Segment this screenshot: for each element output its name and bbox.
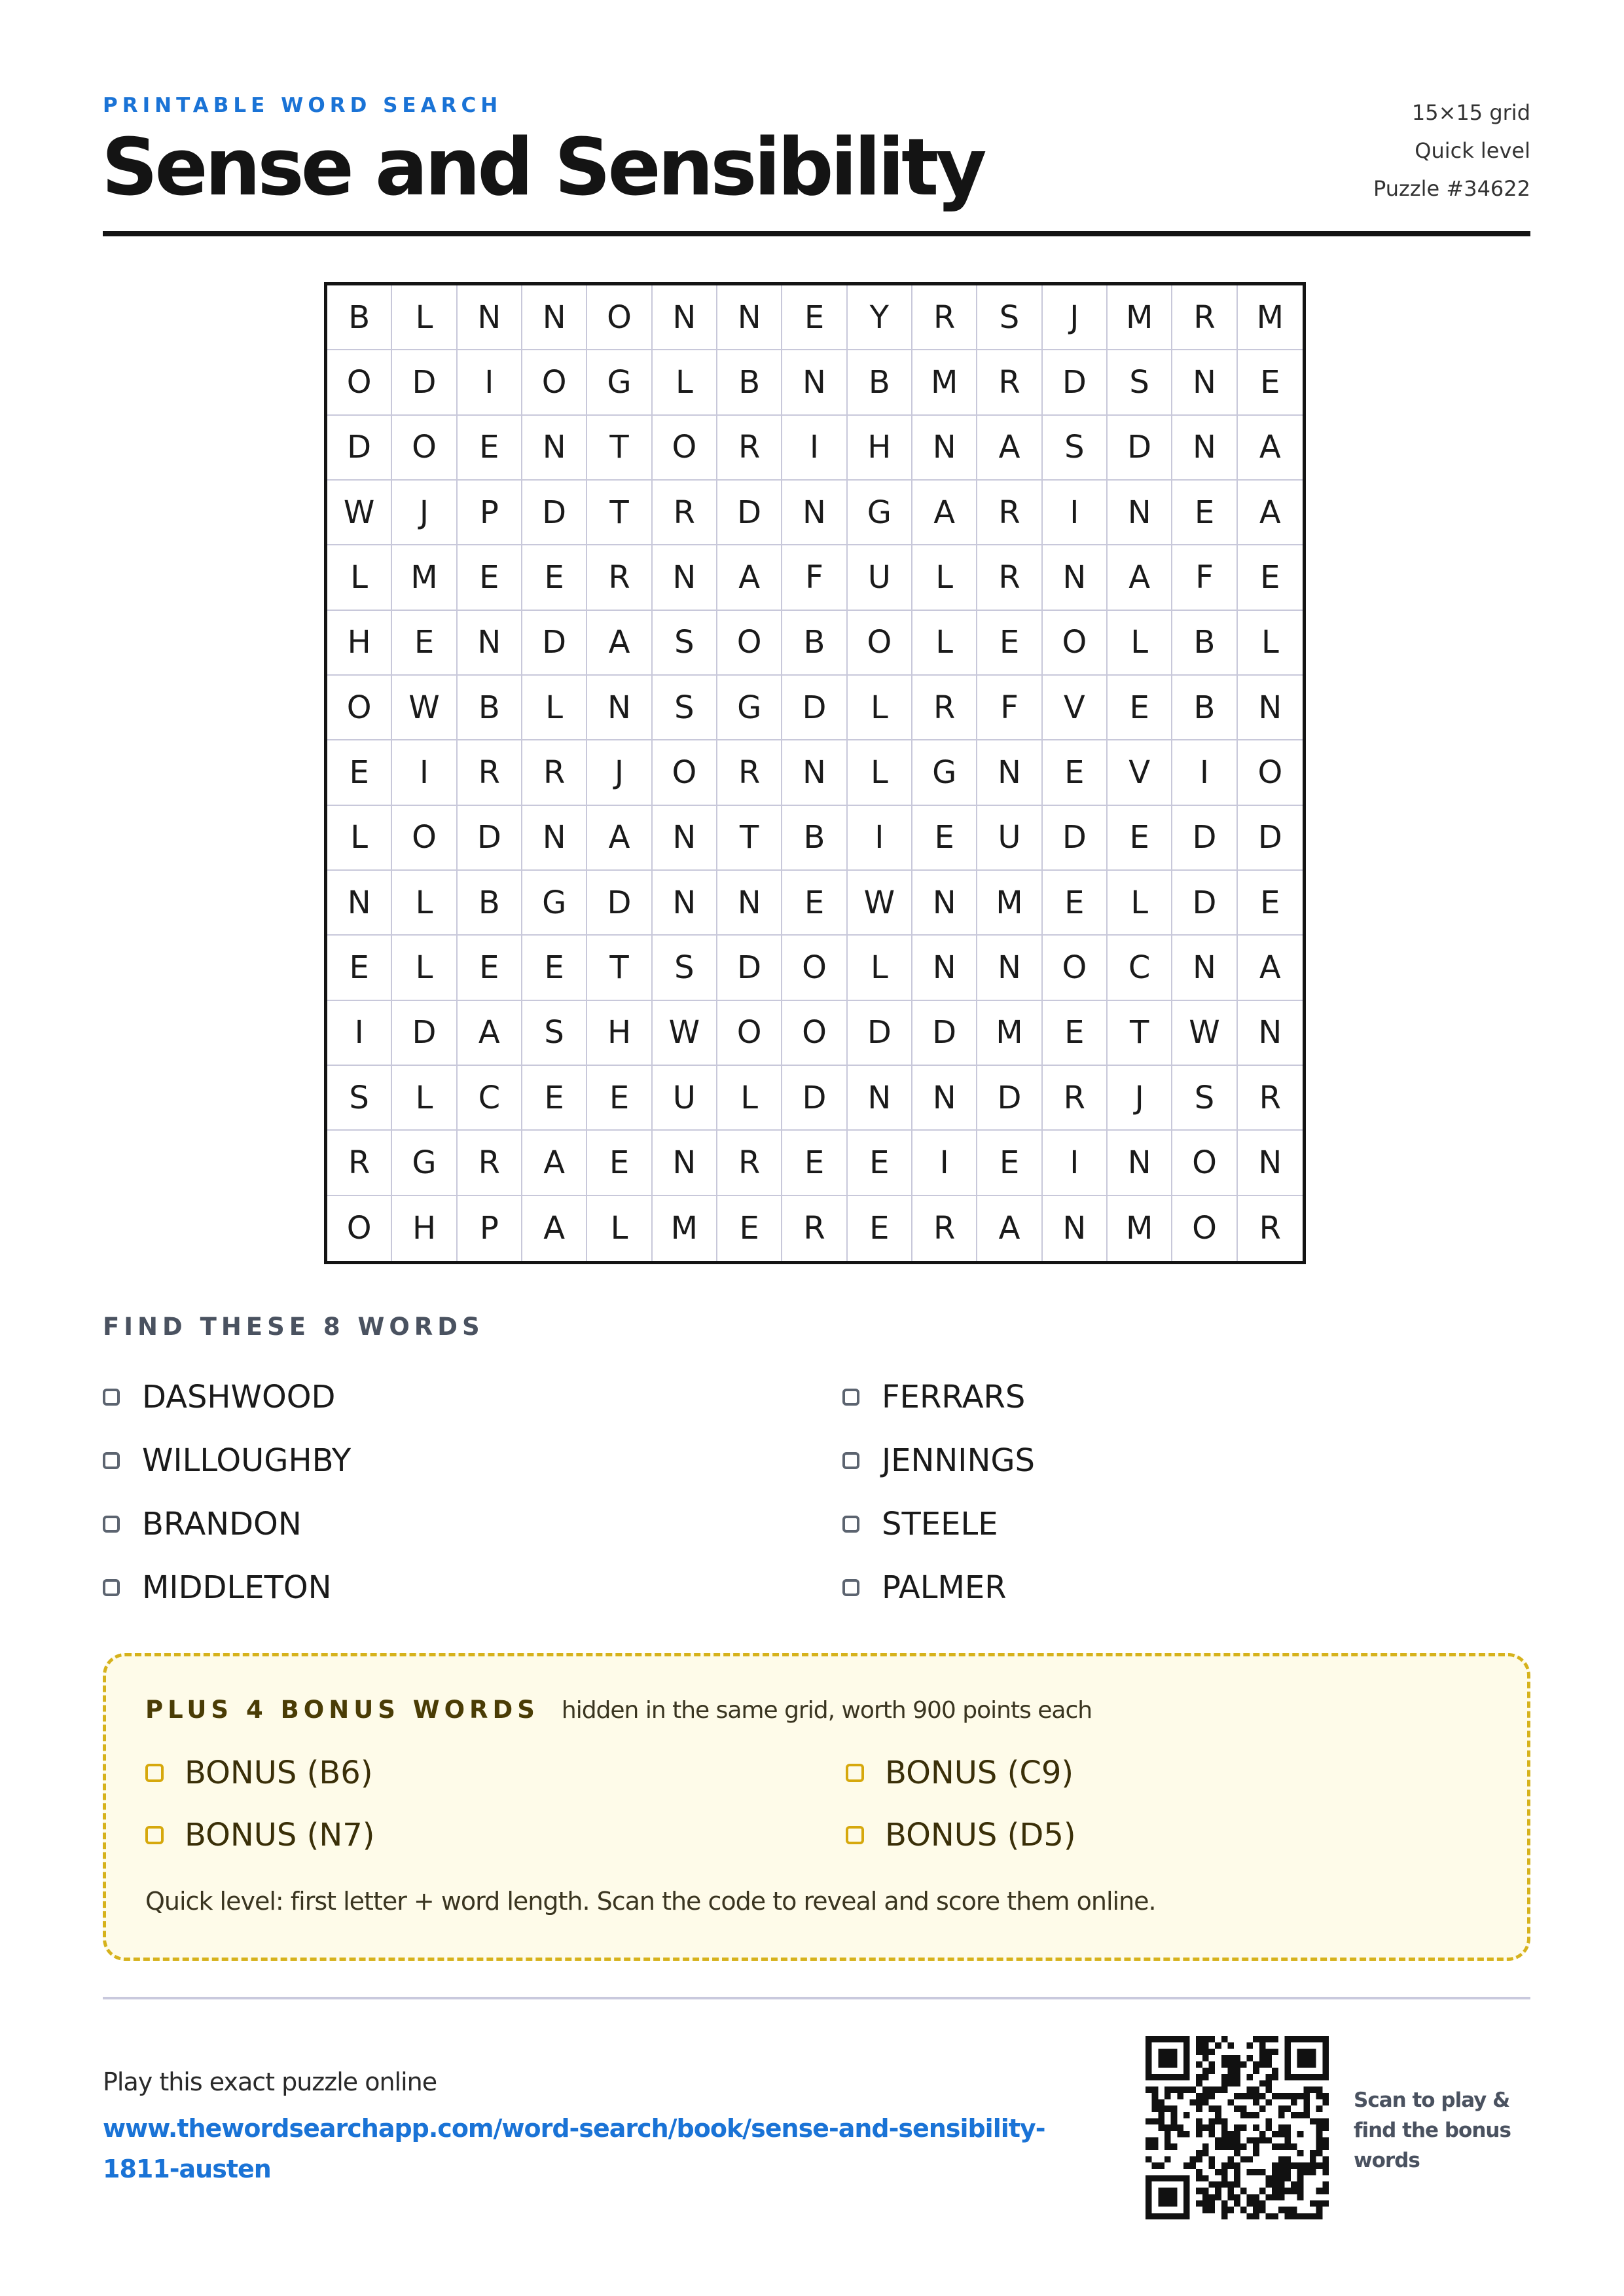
grid-cell[interactable]: H — [848, 416, 912, 481]
grid-cell[interactable]: I — [782, 416, 847, 481]
grid-cell[interactable]: R — [587, 545, 652, 610]
grid-cell[interactable]: O — [587, 285, 652, 350]
grid-cell[interactable]: J — [1108, 1066, 1172, 1131]
grid-cell[interactable]: O — [1043, 936, 1108, 1000]
grid-cell[interactable]: O — [392, 416, 457, 481]
grid-cell[interactable]: A — [717, 545, 782, 610]
grid-cell[interactable]: S — [327, 1066, 392, 1131]
grid-cell[interactable]: E — [848, 1196, 912, 1261]
grid-cell[interactable]: J — [392, 481, 457, 545]
grid-cell[interactable]: N — [1172, 416, 1237, 481]
grid-cell[interactable]: D — [912, 1001, 977, 1066]
grid-cell[interactable]: O — [782, 1001, 847, 1066]
grid-cell[interactable]: B — [458, 676, 522, 740]
grid-cell[interactable]: D — [1172, 871, 1237, 936]
grid-cell[interactable]: W — [327, 481, 392, 545]
grid-cell[interactable]: E — [977, 611, 1042, 676]
grid-cell[interactable]: N — [1238, 1131, 1303, 1195]
grid-cell[interactable]: G — [848, 481, 912, 545]
grid-cell[interactable]: N — [1108, 1131, 1172, 1195]
grid-cell[interactable]: N — [1043, 545, 1108, 610]
grid-cell[interactable]: I — [848, 806, 912, 871]
grid-cell[interactable]: L — [653, 350, 717, 415]
grid-cell[interactable]: G — [522, 871, 587, 936]
grid-cell[interactable]: D — [782, 676, 847, 740]
grid-cell[interactable]: I — [327, 1001, 392, 1066]
grid-cell[interactable]: E — [912, 806, 977, 871]
grid-cell[interactable]: E — [1043, 1001, 1108, 1066]
grid-cell[interactable]: A — [587, 611, 652, 676]
grid-cell[interactable]: L — [327, 806, 392, 871]
grid-cell[interactable]: L — [392, 871, 457, 936]
grid-cell[interactable]: L — [912, 545, 977, 610]
grid-cell[interactable]: N — [587, 676, 652, 740]
grid-cell[interactable]: S — [522, 1001, 587, 1066]
grid-cell[interactable]: M — [1108, 285, 1172, 350]
grid-cell[interactable]: O — [717, 1001, 782, 1066]
grid-cell[interactable]: B — [1172, 676, 1237, 740]
grid-cell[interactable]: T — [717, 806, 782, 871]
grid-cell[interactable]: R — [977, 545, 1042, 610]
grid-cell[interactable]: R — [1172, 285, 1237, 350]
bonus-word-label: BONUS (N7) — [185, 1816, 375, 1853]
grid-cell[interactable]: M — [977, 1001, 1042, 1066]
grid-cell[interactable]: H — [587, 1001, 652, 1066]
grid-cell[interactable]: A — [522, 1131, 587, 1195]
grid-cell[interactable]: J — [1043, 285, 1108, 350]
grid-cell[interactable]: E — [587, 1066, 652, 1131]
grid-cell[interactable]: I — [912, 1131, 977, 1195]
bonus-word-label: BONUS (C9) — [885, 1754, 1074, 1791]
grid-cell[interactable]: E — [1238, 350, 1303, 415]
grid-cell[interactable]: D — [782, 1066, 847, 1131]
grid-cell[interactable]: H — [327, 611, 392, 676]
grid-cell[interactable]: N — [653, 545, 717, 610]
grid-cell[interactable]: O — [848, 611, 912, 676]
grid-cell[interactable]: D — [1043, 350, 1108, 415]
word-item[interactable] — [842, 1556, 1019, 1619]
grid-cell[interactable]: B — [458, 871, 522, 936]
grid-cell[interactable]: F — [782, 545, 847, 610]
grid-cell[interactable]: I — [458, 350, 522, 415]
grid-cell[interactable]: W — [848, 871, 912, 936]
eyebrow-label: PRINTABLE WORD SEARCH — [103, 94, 503, 117]
grid-cell[interactable]: E — [782, 1131, 847, 1195]
grid-cell[interactable]: Y — [848, 285, 912, 350]
grid-cell[interactable]: R — [1238, 1066, 1303, 1131]
grid-cell[interactable]: R — [977, 350, 1042, 415]
grid-cell[interactable]: E — [977, 1131, 1042, 1195]
grid-cell[interactable]: R — [977, 481, 1042, 545]
grid-cell[interactable]: E — [717, 1196, 782, 1261]
grid-cell[interactable]: N — [653, 871, 717, 936]
bonus-word-checkbox[interactable] — [145, 1826, 164, 1844]
grid-cell[interactable]: L — [587, 1196, 652, 1261]
page-title: Sense and Sensibility — [101, 122, 984, 213]
grid-cell[interactable]: O — [327, 676, 392, 740]
grid-cell[interactable]: U — [653, 1066, 717, 1131]
grid-cell[interactable]: L — [392, 936, 457, 1000]
grid-cell[interactable]: G — [717, 676, 782, 740]
qr-code-icon[interactable] — [1146, 2036, 1329, 2219]
grid-cell[interactable]: I — [1172, 740, 1237, 805]
grid-cell[interactable]: R — [717, 1131, 782, 1195]
word-item[interactable] — [103, 1492, 842, 1556]
grid-cell[interactable]: G — [392, 1131, 457, 1195]
grid-cell[interactable]: N — [782, 740, 847, 805]
bonus-word-checkbox[interactable] — [846, 1764, 864, 1782]
grid-cell[interactable]: O — [522, 350, 587, 415]
grid-cell[interactable]: B — [1172, 611, 1237, 676]
word-checkbox[interactable] — [842, 1452, 859, 1469]
grid-cell[interactable]: E — [458, 416, 522, 481]
grid-cell[interactable]: S — [1108, 350, 1172, 415]
word-checkbox[interactable] — [842, 1389, 859, 1406]
grid-cell[interactable]: N — [522, 806, 587, 871]
grid-cell[interactable]: S — [653, 611, 717, 676]
grid-cell[interactable]: A — [1238, 936, 1303, 1000]
grid-cell[interactable]: N — [1172, 350, 1237, 415]
word-item[interactable] — [103, 1556, 842, 1619]
grid-cell[interactable]: E — [458, 545, 522, 610]
grid-cell[interactable]: N — [458, 611, 522, 676]
grid-cell[interactable]: A — [977, 1196, 1042, 1261]
grid-cell[interactable]: L — [912, 611, 977, 676]
grid-cell[interactable]: N — [1238, 676, 1303, 740]
bonus-word-item[interactable] — [846, 1741, 1173, 1804]
grid-cell[interactable]: N — [848, 1066, 912, 1131]
grid-cell[interactable]: D — [458, 806, 522, 871]
puzzle-meta — [1373, 94, 1530, 208]
grid-cell[interactable]: S — [653, 936, 717, 1000]
qr-caption: Scan to play & find the bonus words — [1354, 2088, 1511, 2172]
grid-cell[interactable]: N — [912, 416, 977, 481]
grid-cell[interactable]: S — [1172, 1066, 1237, 1131]
grid-cell[interactable]: N — [912, 936, 977, 1000]
grid-cell[interactable]: D — [977, 1066, 1042, 1131]
grid-cell[interactable]: R — [522, 740, 587, 805]
grid-cell[interactable]: O — [717, 611, 782, 676]
word-checkbox[interactable] — [103, 1389, 120, 1406]
grid-cell[interactable]: M — [977, 871, 1042, 936]
grid-cell[interactable]: E — [848, 1131, 912, 1195]
grid-cell[interactable]: N — [1043, 1196, 1108, 1261]
grid-cell[interactable]: W — [392, 676, 457, 740]
grid-cell[interactable]: N — [717, 285, 782, 350]
grid-cell[interactable]: E — [522, 936, 587, 1000]
bonus-title: PLUS 4 BONUS WORDS — [145, 1696, 539, 1724]
bonus-note: Quick level: first letter + word length. Scan the code to reveal and score them online. — [145, 1887, 1156, 1916]
grid-cell[interactable]: L — [717, 1066, 782, 1131]
word-label: PALMER — [882, 1569, 1007, 1606]
grid-cell[interactable]: U — [977, 806, 1042, 871]
grid-cell[interactable]: P — [458, 481, 522, 545]
bonus-word-label: BONUS (B6) — [185, 1754, 373, 1791]
grid-cell[interactable]: O — [782, 936, 847, 1000]
grid-cell[interactable]: O — [392, 806, 457, 871]
grid-cell[interactable]: N — [717, 871, 782, 936]
bonus-word-list — [145, 1741, 1173, 1866]
grid-cell[interactable]: E — [327, 936, 392, 1000]
grid-cell[interactable]: S — [653, 676, 717, 740]
grid-cell[interactable]: W — [1172, 1001, 1237, 1066]
grid-cell[interactable]: N — [782, 481, 847, 545]
word-checkbox[interactable] — [103, 1516, 120, 1533]
puzzle-url-link[interactable]: www.thewordsearchapp.com/word-search/book/sense-and-sensibility-1811-austen — [103, 2114, 1045, 2183]
grid-cell[interactable]: A — [912, 481, 977, 545]
word-item[interactable] — [842, 1365, 1026, 1429]
word-list-heading: FIND THESE 8 WORDS — [103, 1313, 484, 1341]
grid-cell[interactable]: H — [392, 1196, 457, 1261]
footer-divider — [103, 1997, 1530, 1999]
grid-cell[interactable]: A — [977, 416, 1042, 481]
grid-cell[interactable]: E — [522, 1066, 587, 1131]
grid-cell[interactable]: G — [587, 350, 652, 415]
grid-cell[interactable]: O — [1172, 1131, 1237, 1195]
grid-cell[interactable]: I — [1043, 481, 1108, 545]
grid-cell[interactable]: L — [848, 676, 912, 740]
grid-cell[interactable]: S — [1043, 416, 1108, 481]
bonus-word-item[interactable] — [145, 1804, 846, 1866]
grid-cell[interactable]: O — [1043, 611, 1108, 676]
grid-cell[interactable]: O — [327, 1196, 392, 1261]
word-list — [103, 1365, 1036, 1619]
grid-cell[interactable]: N — [977, 740, 1042, 805]
grid-cell[interactable]: D — [327, 416, 392, 481]
grid-cell[interactable]: L — [1108, 871, 1172, 936]
grid-cell[interactable]: N — [912, 1066, 977, 1131]
grid-cell[interactable]: N — [782, 350, 847, 415]
letter-grid[interactable] — [324, 282, 1306, 1264]
grid-cell[interactable]: R — [1259, 1210, 1281, 1247]
grid-cell[interactable]: N — [653, 806, 717, 871]
grid-cell[interactable]: L — [848, 740, 912, 805]
grid-cell[interactable]: N — [522, 285, 587, 350]
level-label: Quick level — [1415, 138, 1530, 163]
grid-cell[interactable]: D — [848, 1001, 912, 1066]
grid-cell[interactable]: D — [587, 871, 652, 936]
grid-cell[interactable]: R — [653, 481, 717, 545]
grid-cell[interactable]: M — [1108, 1196, 1172, 1261]
grid-cell[interactable]: R — [458, 740, 522, 805]
grid-cell[interactable]: R — [1043, 1066, 1108, 1131]
grid-cell[interactable]: N — [1108, 481, 1172, 545]
grid-cell[interactable]: E — [1108, 676, 1172, 740]
grid-cell[interactable]: M — [912, 350, 977, 415]
grid-cell[interactable]: L — [392, 1066, 457, 1131]
grid-cell[interactable]: N — [653, 285, 717, 350]
grid-cell[interactable]: A — [458, 1001, 522, 1066]
grid-cell[interactable]: R — [912, 1196, 977, 1261]
grid-cell[interactable]: O — [653, 740, 717, 805]
play-online-text: Play this exact puzzle online — [103, 2068, 437, 2096]
word-checkbox[interactable] — [842, 1516, 859, 1533]
header-divider — [103, 231, 1530, 236]
grid-cell[interactable]: R — [327, 1131, 392, 1195]
grid-cell[interactable]: N — [327, 871, 392, 936]
grid-cell[interactable]: L — [848, 936, 912, 1000]
grid-cell[interactable]: L — [392, 285, 457, 350]
grid-cell[interactable]: N — [977, 936, 1042, 1000]
grid-cell[interactable]: R — [782, 1196, 847, 1261]
grid-cell[interactable]: E — [1043, 871, 1108, 936]
grid-cell[interactable]: E — [782, 871, 847, 936]
grid-cell[interactable]: V — [1043, 676, 1108, 740]
word-checkbox[interactable] — [103, 1579, 120, 1596]
grid-cell[interactable]: D — [1108, 416, 1172, 481]
grid-cell[interactable]: D — [392, 1001, 457, 1066]
grid-cell[interactable]: A — [1108, 545, 1172, 610]
bonus-word-item[interactable] — [145, 1741, 846, 1804]
grid-cell[interactable]: B — [848, 350, 912, 415]
grid-cell[interactable]: E — [392, 611, 457, 676]
word-checkbox[interactable] — [842, 1579, 859, 1596]
grid-cell[interactable]: L — [327, 545, 392, 610]
grid-cell[interactable]: P — [458, 1196, 522, 1261]
grid-cell[interactable]: D — [717, 481, 782, 545]
grid-cell[interactable]: B — [782, 611, 847, 676]
grid-cell[interactable]: V — [1108, 740, 1172, 805]
grid-cell[interactable]: M — [653, 1196, 717, 1261]
grid-cell[interactable]: R — [912, 676, 977, 740]
grid-cell[interactable]: E — [327, 740, 392, 805]
grid-cell[interactable]: O — [1238, 740, 1303, 805]
grid-cell[interactable]: D — [717, 936, 782, 1000]
grid-cell[interactable]: I — [392, 740, 457, 805]
grid-cell[interactable]: O — [1172, 1196, 1237, 1261]
grid-cell[interactable]: T — [587, 416, 652, 481]
grid-cell[interactable]: N — [522, 416, 587, 481]
bonus-word-label: BONUS (D5) — [885, 1816, 1076, 1853]
grid-cell[interactable]: B — [782, 806, 847, 871]
grid-cell[interactable]: R — [458, 1131, 522, 1195]
grid-cell[interactable]: N — [912, 871, 977, 936]
grid-cell[interactable]: S — [977, 285, 1042, 350]
grid-cell[interactable]: A — [1238, 416, 1303, 481]
word-label: JENNINGS — [882, 1442, 1036, 1479]
bonus-word-item[interactable] — [846, 1804, 1173, 1866]
grid-cell[interactable]: F — [1172, 545, 1237, 610]
grid-cell[interactable]: D — [1043, 806, 1108, 871]
grid-cell[interactable]: N — [653, 1131, 717, 1195]
grid-cell[interactable]: I — [1043, 1131, 1108, 1195]
grid-cell[interactable]: M — [392, 545, 457, 610]
grid-cell[interactable]: C — [458, 1066, 522, 1131]
grid-cell[interactable]: B — [717, 350, 782, 415]
grid-cell[interactable]: E — [1108, 806, 1172, 871]
word-label: DASHWOOD — [142, 1378, 336, 1415]
word-item[interactable] — [103, 1429, 842, 1492]
bonus-word-checkbox[interactable] — [846, 1826, 864, 1844]
grid-cell[interactable]: U — [848, 545, 912, 610]
bonus-subtitle: hidden in the same grid, worth 900 points each — [561, 1697, 1092, 1724]
word-item[interactable] — [842, 1492, 1019, 1556]
grid-cell[interactable]: R — [717, 740, 782, 805]
bonus-header — [145, 1696, 1092, 1724]
grid-cell[interactable]: R — [717, 416, 782, 481]
grid-cell[interactable]: T — [587, 936, 652, 1000]
grid-cell[interactable]: L — [1108, 611, 1172, 676]
grid-cell[interactable]: N — [458, 285, 522, 350]
word-label: WILLOUGHBY — [142, 1442, 352, 1479]
word-label: FERRARS — [882, 1378, 1026, 1415]
word-label: STEELE — [882, 1505, 998, 1542]
grid-cell[interactable]: D — [522, 611, 587, 676]
grid-size-label: 15×15 grid — [1411, 100, 1530, 125]
grid-cell[interactable]: T — [587, 481, 652, 545]
grid-cell[interactable]: D — [1238, 806, 1303, 871]
grid-cell[interactable]: E — [458, 936, 522, 1000]
grid-cell[interactable]: A — [1238, 481, 1303, 545]
grid-cell[interactable]: A — [522, 1196, 587, 1261]
word-label: BRANDON — [142, 1505, 302, 1542]
grid-cell[interactable]: E — [587, 1131, 652, 1195]
grid-cell[interactable]: E — [522, 545, 587, 610]
puzzle-number-label: Puzzle #34622 — [1373, 176, 1530, 201]
grid-cell[interactable]: E — [1172, 481, 1237, 545]
grid-cell[interactable]: L — [1238, 611, 1303, 676]
grid-cell[interactable]: G — [912, 740, 977, 805]
grid-cell[interactable]: N — [1172, 936, 1237, 1000]
grid-cell[interactable]: W — [653, 1001, 717, 1066]
grid-cell[interactable]: L — [522, 676, 587, 740]
grid-cell[interactable]: D — [522, 481, 587, 545]
grid-cell[interactable]: N — [1238, 1001, 1303, 1066]
grid-cell[interactable]: T — [1108, 1001, 1172, 1066]
grid-cell[interactable]: E — [1238, 871, 1303, 936]
bonus-panel — [103, 1653, 1530, 1961]
grid-cell[interactable]: E — [782, 285, 847, 350]
grid-cell[interactable]: M — [1238, 285, 1303, 350]
word-item[interactable] — [103, 1365, 842, 1429]
word-label: MIDDLETON — [142, 1569, 332, 1606]
grid-cell[interactable]: D — [1172, 806, 1237, 871]
word-checkbox[interactable] — [103, 1452, 120, 1469]
grid-cell[interactable]: O — [653, 416, 717, 481]
grid-cell[interactable]: J — [587, 740, 652, 805]
grid-cell[interactable]: R — [912, 285, 977, 350]
grid-cell[interactable]: F — [977, 676, 1042, 740]
word-item[interactable] — [842, 1429, 1036, 1492]
grid-cell[interactable]: A — [587, 806, 652, 871]
grid-cell[interactable]: C — [1108, 936, 1172, 1000]
bonus-word-checkbox[interactable] — [145, 1764, 164, 1782]
grid-cell[interactable]: E — [1238, 545, 1303, 610]
grid-cell[interactable]: D — [392, 350, 457, 415]
grid-cell[interactable]: E — [1043, 740, 1108, 805]
grid-cell[interactable]: B — [327, 285, 392, 350]
grid-cell[interactable]: O — [327, 350, 392, 415]
